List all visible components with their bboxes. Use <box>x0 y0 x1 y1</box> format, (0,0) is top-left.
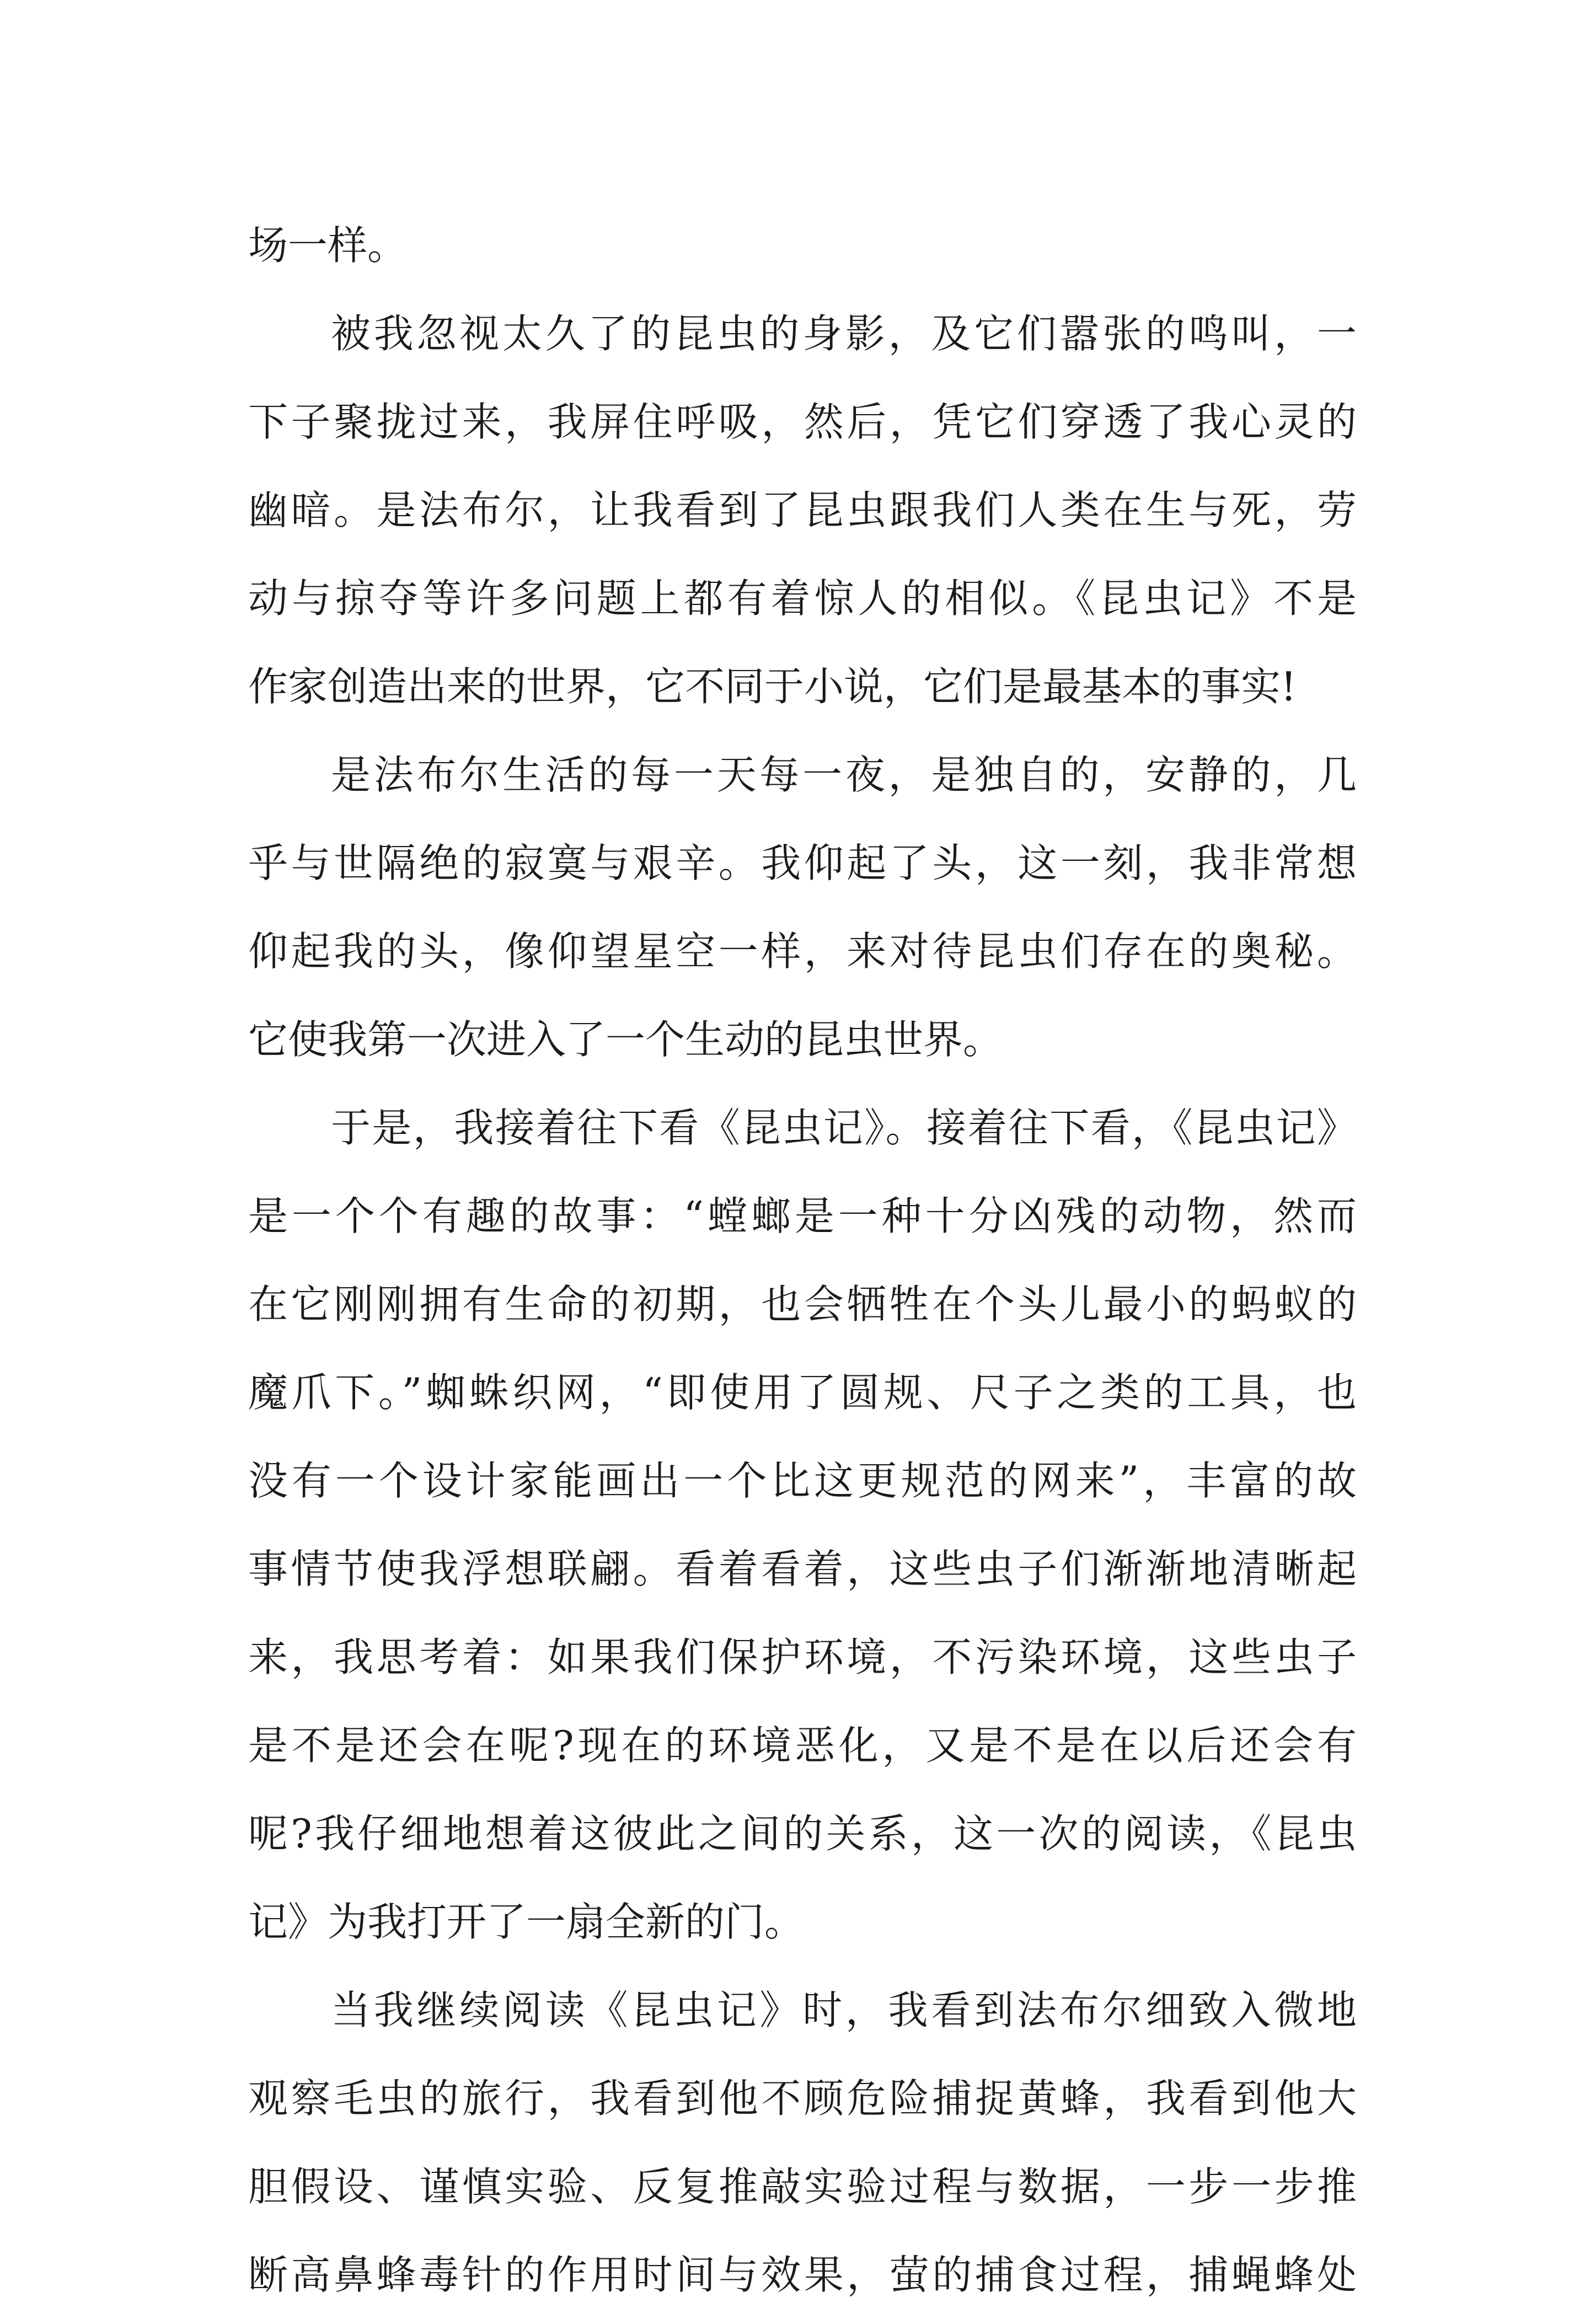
body-text <box>248 201 1357 2319</box>
text-line: 观察毛虫的旅行，我看到他不顾危险捕捉黄蜂，我看到他大 <box>248 2075 1357 2122</box>
text-line: 是不是还会在呢?现在的环境恶化，又是不是在以后还会有 <box>248 1722 1357 1769</box>
text-line: 来，我思考着：如果我们保护环境，不污染环境，这些虫子 <box>248 1634 1357 1680</box>
text-line: 没有一个设计家能画出一个比这更规范的网来”，丰富的故 <box>248 1458 1357 1504</box>
text-line: 动与掠夺等许多问题上都有着惊人的相似。《昆虫记》不是 <box>248 575 1357 622</box>
text-line: 场一样。 <box>248 222 408 269</box>
text-line: 魔爪下。”蜘蛛织网，“即使用了圆规、尺子之类的工具，也 <box>248 1369 1357 1416</box>
text-line: 仰起我的头，像仰望星空一样，来对待昆虫们存在的奥秘。 <box>248 928 1357 974</box>
text-line: 乎与世隔绝的寂寞与艰辛。我仰起了头，这一刻，我非常想 <box>248 840 1357 886</box>
text-line: 事情节使我浮想联翩。看着看着，这些虫子们渐渐地清晰起 <box>248 1546 1357 1592</box>
text-line: 呢?我仔细地想着这彼此之间的关系，这一次的阅读，《昆虫 <box>248 1811 1357 1857</box>
text-line: 记》为我打开了一扇全新的门。 <box>248 1899 805 1945</box>
text-line: 是法布尔生活的每一天每一夜，是独自的，安静的，几 <box>331 752 1357 798</box>
text-line: 断高鼻蜂毒针的作用时间与效果，萤的捕食过程，捕蝇蜂处 <box>248 2252 1357 2298</box>
text-line: 下子聚拢过来，我屏住呼吸，然后，凭它们穿透了我心灵的 <box>248 399 1357 445</box>
text-line: 它使我第一次进入了一个生动的昆虫世界。 <box>248 1016 1003 1063</box>
text-line: 作家创造出来的世界，它不同于小说，它们是最基本的事实! <box>248 663 1297 710</box>
text-line: 在它刚刚拥有生命的初期，也会牺牲在个头儿最小的蚂蚁的 <box>248 1281 1357 1327</box>
text-line: 被我忽视太久了的昆虫的身影，及它们嚣张的鸣叫，一 <box>331 310 1357 357</box>
text-line: 胆假设、谨慎实验、反复推敲实验过程与数据，一步一步推 <box>248 2163 1357 2210</box>
text-line: 于是，我接着往下看《昆虫记》。接着往下看，《昆虫记》 <box>331 1105 1357 1151</box>
text-line: 幽暗。是法布尔，让我看到了昆虫跟我们人类在生与死，劳 <box>248 487 1357 533</box>
text-line: 当我继续阅读《昆虫记》时，我看到法布尔细致入微地 <box>331 1987 1357 2033</box>
text-line: 是一个个有趣的故事：“螳螂是一种十分凶残的动物，然而 <box>248 1193 1357 1239</box>
